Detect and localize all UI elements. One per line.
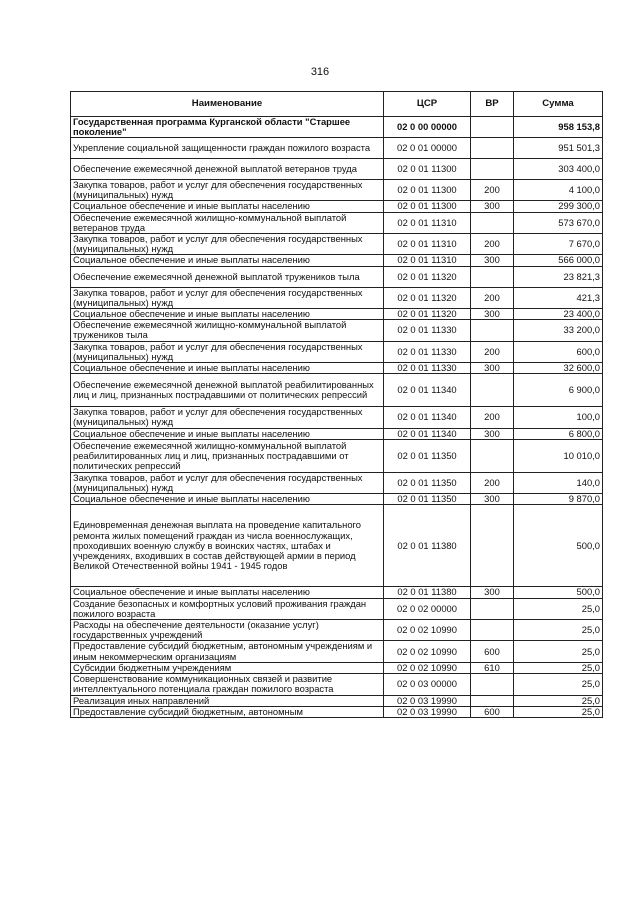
row-name: Закупка товаров, работ и услуг для обеспечения государственных (муниципальных) нужд <box>71 180 384 201</box>
row-vr: 300 <box>471 363 514 374</box>
row-vr: 300 <box>471 587 514 598</box>
row-vr <box>471 695 514 706</box>
row-sum: 7 670,0 <box>514 234 603 255</box>
row-vr: 200 <box>471 472 514 493</box>
table-row <box>71 234 603 255</box>
row-name: Единовременная денежная выплата на проведение капитального ремонта жилых помещений граждан из числа военнослужащих, проходивших военную службу в воинских частях, штабах и учреждениях, входивших в состав действующей армии в период Великой Отечественной войны 1941 - 1945 годов <box>71 505 384 587</box>
row-vr: 600 <box>471 641 514 662</box>
row-csr: 02 0 01 11320 <box>384 287 471 308</box>
table-header-row <box>71 92 603 117</box>
table-row <box>71 472 603 493</box>
row-sum: 958 153,8 <box>514 117 603 138</box>
row-csr: 02 0 01 11350 <box>384 472 471 493</box>
table-row <box>71 598 603 619</box>
row-sum: 500,0 <box>514 505 603 587</box>
row-csr: 02 0 01 11310 <box>384 255 471 266</box>
row-name: Обеспечение ежемесячной жилищно-коммунальной выплатой реабилитированных лиц и лиц, признанных пострадавшими от политических репрессий <box>71 439 384 472</box>
row-sum: 6 900,0 <box>514 374 603 407</box>
row-csr: 02 0 03 19990 <box>384 706 471 717</box>
row-csr: 02 0 01 11350 <box>384 494 471 505</box>
row-sum: 25,0 <box>514 620 603 641</box>
row-csr: 02 0 02 00000 <box>384 598 471 619</box>
row-vr <box>471 212 514 233</box>
table-row <box>71 706 603 717</box>
table-row <box>71 439 603 472</box>
table-row <box>71 159 603 180</box>
row-csr: 02 0 02 10990 <box>384 662 471 673</box>
row-csr: 02 0 01 11300 <box>384 180 471 201</box>
table-row <box>71 620 603 641</box>
row-csr: 02 0 01 11380 <box>384 505 471 587</box>
table-row <box>71 180 603 201</box>
table-row <box>71 201 603 212</box>
row-csr: 02 0 03 00000 <box>384 674 471 695</box>
table-row <box>71 587 603 598</box>
row-name: Обеспечение ежемесячной денежной выплатой ветеранов труда <box>71 159 384 180</box>
row-vr: 200 <box>471 407 514 428</box>
table-row <box>71 266 603 287</box>
row-vr: 300 <box>471 255 514 266</box>
row-sum: 32 600,0 <box>514 363 603 374</box>
row-name: Предоставление субсидий бюджетным, автономным <box>71 706 384 717</box>
header-sum: Сумма <box>514 92 603 117</box>
table-row <box>71 255 603 266</box>
row-csr: 02 0 01 11330 <box>384 341 471 362</box>
row-csr: 02 0 01 00000 <box>384 138 471 159</box>
row-csr: 02 0 00 00000 <box>384 117 471 138</box>
table-row <box>71 320 603 341</box>
row-sum: 600,0 <box>514 341 603 362</box>
budget-table <box>70 91 603 718</box>
row-csr: 02 0 01 11340 <box>384 428 471 439</box>
row-csr: 02 0 01 11310 <box>384 234 471 255</box>
header-vr: ВР <box>471 92 514 117</box>
row-name: Предоставление субсидий бюджетным, автономным учреждениям и иным некоммерческим организациям <box>71 641 384 662</box>
row-csr: 02 0 01 11340 <box>384 407 471 428</box>
row-vr: 610 <box>471 662 514 673</box>
table-row <box>71 374 603 407</box>
row-name: Закупка товаров, работ и услуг для обеспечения государственных (муниципальных) нужд <box>71 287 384 308</box>
row-vr: 300 <box>471 494 514 505</box>
row-sum: 25,0 <box>514 706 603 717</box>
row-vr <box>471 439 514 472</box>
page-number: 316 <box>310 66 330 78</box>
row-sum: 303 400,0 <box>514 159 603 180</box>
row-vr <box>471 505 514 587</box>
table-body <box>71 117 603 718</box>
row-name: Расходы на обеспечение деятельности (оказание услуг) государственных учреждений <box>71 620 384 641</box>
row-csr: 02 0 02 10990 <box>384 641 471 662</box>
row-sum: 951 501,3 <box>514 138 603 159</box>
row-name: Социальное обеспечение и иные выплаты населению <box>71 309 384 320</box>
row-csr: 02 0 01 11350 <box>384 439 471 472</box>
row-vr <box>471 374 514 407</box>
row-sum: 25,0 <box>514 662 603 673</box>
header-csr: ЦСР <box>384 92 471 117</box>
row-sum: 25,0 <box>514 695 603 706</box>
row-name: Обеспечение ежемесячной денежной выплатой тружеников тыла <box>71 266 384 287</box>
row-name: Социальное обеспечение и иные выплаты населению <box>71 201 384 212</box>
row-vr <box>471 320 514 341</box>
row-sum: 33 200,0 <box>514 320 603 341</box>
row-csr: 02 0 01 11300 <box>384 159 471 180</box>
row-vr: 600 <box>471 706 514 717</box>
row-sum: 566 000,0 <box>514 255 603 266</box>
row-name: Социальное обеспечение и иные выплаты населению <box>71 255 384 266</box>
row-csr: 02 0 01 11380 <box>384 587 471 598</box>
row-name: Обеспечение ежемесячной денежной выплатой реабилитированных лиц и лиц, признанных пострадавшими от политических репрессий <box>71 374 384 407</box>
table-row <box>71 662 603 673</box>
table-row <box>71 641 603 662</box>
table-row <box>71 505 603 587</box>
row-name: Обеспечение ежемесячной жилищно-коммунальной выплатой тружеников тыла <box>71 320 384 341</box>
row-name: Совершенствование коммуникационных связей и развитие интеллектуального потенциала граждан пожилого возраста <box>71 674 384 695</box>
row-vr: 300 <box>471 309 514 320</box>
row-csr: 02 0 01 11330 <box>384 363 471 374</box>
row-sum: 140,0 <box>514 472 603 493</box>
table-row <box>71 341 603 362</box>
row-vr: 200 <box>471 234 514 255</box>
row-csr: 02 0 01 11300 <box>384 201 471 212</box>
row-vr <box>471 138 514 159</box>
row-vr <box>471 674 514 695</box>
row-name: Закупка товаров, работ и услуг для обеспечения государственных (муниципальных) нужд <box>71 472 384 493</box>
table-row <box>71 117 603 138</box>
row-sum: 23 821,3 <box>514 266 603 287</box>
row-sum: 6 800,0 <box>514 428 603 439</box>
table-row <box>71 363 603 374</box>
row-sum: 10 010,0 <box>514 439 603 472</box>
row-sum: 4 100,0 <box>514 180 603 201</box>
row-name: Государственная программа Курганской области "Старшее поколение" <box>71 117 384 138</box>
row-sum: 421,3 <box>514 287 603 308</box>
row-csr: 02 0 02 10990 <box>384 620 471 641</box>
row-sum: 100,0 <box>514 407 603 428</box>
row-name: Реализация иных направлений <box>71 695 384 706</box>
row-csr: 02 0 01 11320 <box>384 309 471 320</box>
row-csr: 02 0 03 19990 <box>384 695 471 706</box>
table-row <box>71 674 603 695</box>
table-row <box>71 309 603 320</box>
row-csr: 02 0 01 11310 <box>384 212 471 233</box>
row-csr: 02 0 01 11340 <box>384 374 471 407</box>
row-sum: 500,0 <box>514 587 603 598</box>
row-sum: 9 870,0 <box>514 494 603 505</box>
row-vr: 300 <box>471 201 514 212</box>
row-name: Обеспечение ежемесячной жилищно-коммунальной выплатой ветеранов труда <box>71 212 384 233</box>
row-name: Закупка товаров, работ и услуг для обеспечения государственных (муниципальных) нужд <box>71 407 384 428</box>
table-row <box>71 695 603 706</box>
row-csr: 02 0 01 11330 <box>384 320 471 341</box>
row-sum: 299 300,0 <box>514 201 603 212</box>
row-sum: 573 670,0 <box>514 212 603 233</box>
table-row <box>71 428 603 439</box>
row-vr: 300 <box>471 428 514 439</box>
row-vr <box>471 598 514 619</box>
row-name: Социальное обеспечение и иные выплаты населению <box>71 363 384 374</box>
table-row <box>71 407 603 428</box>
row-csr: 02 0 01 11320 <box>384 266 471 287</box>
table-row <box>71 212 603 233</box>
table-row <box>71 494 603 505</box>
row-sum: 25,0 <box>514 598 603 619</box>
row-name: Создание безопасных и комфортных условий проживания граждан пожилого возраста <box>71 598 384 619</box>
row-vr <box>471 620 514 641</box>
row-name: Социальное обеспечение и иные выплаты населению <box>71 587 384 598</box>
row-sum: 25,0 <box>514 674 603 695</box>
header-name: Наименование <box>71 92 384 117</box>
row-name: Субсидии бюджетным учреждениям <box>71 662 384 673</box>
row-vr: 200 <box>471 180 514 201</box>
row-sum: 23 400,0 <box>514 309 603 320</box>
row-vr <box>471 117 514 138</box>
row-name: Социальное обеспечение и иные выплаты населению <box>71 494 384 505</box>
row-vr: 200 <box>471 287 514 308</box>
row-name: Закупка товаров, работ и услуг для обеспечения государственных (муниципальных) нужд <box>71 234 384 255</box>
row-vr <box>471 159 514 180</box>
row-vr <box>471 266 514 287</box>
table-row <box>71 138 603 159</box>
row-name: Укрепление социальной защищенности граждан пожилого возраста <box>71 138 384 159</box>
row-name: Закупка товаров, работ и услуг для обеспечения государственных (муниципальных) нужд <box>71 341 384 362</box>
table-row <box>71 287 603 308</box>
row-vr: 200 <box>471 341 514 362</box>
row-name: Социальное обеспечение и иные выплаты населению <box>71 428 384 439</box>
row-sum: 25,0 <box>514 641 603 662</box>
